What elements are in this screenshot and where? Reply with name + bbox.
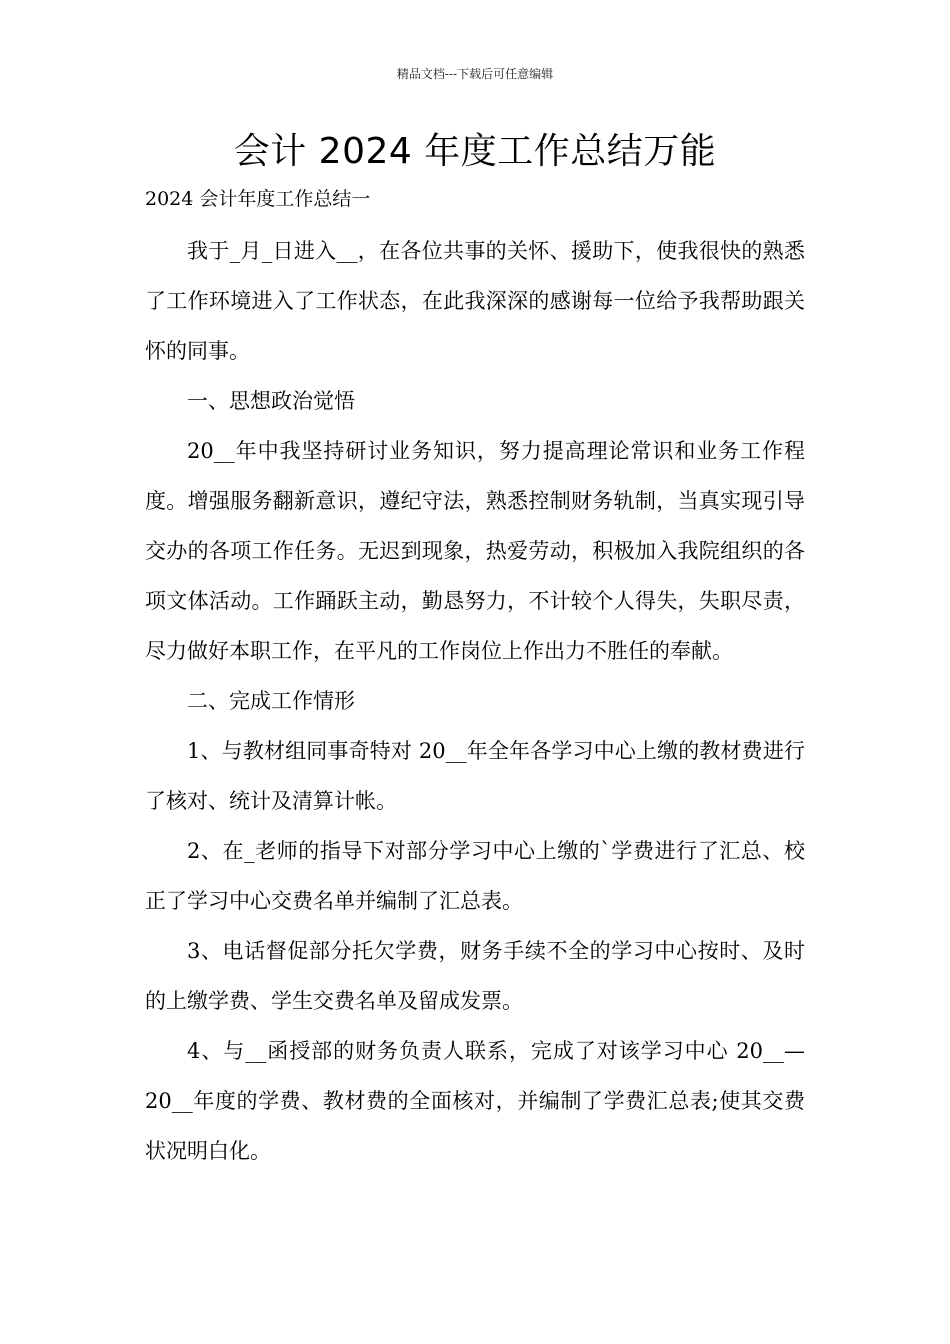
paragraph-intro: 我于_月_日进入__，在各位共事的关怀、援助下，使我很快的熟悉了工作环境进入了工作状态，在此我深深的感谢每一位给予我帮助跟关怀的同事。: [145, 239, 805, 363]
paragraph-item-1: 1、与教材组同事奇特对 20__年全年各学习中心上缴的教材费进行了核对、统计及清算计帐。: [145, 739, 805, 813]
header-note: 精品文档---下载后可任意编辑: [396, 67, 554, 81]
section-heading-political: 一、思想政治觉悟: [187, 389, 355, 413]
document-title: 会计 2024 年度工作总结万能: [233, 131, 717, 172]
paragraph-item-4: 4、与__函授部的财务负责人联系，完成了对该学习中心 20__—20__年度的学费、教材费的全面核对，并编制了学费汇总表;使其交费状况明白化。: [145, 1039, 805, 1163]
paragraph-political: 20__年中我坚持研讨业务知识，努力提高理论常识和业务工作程度。增强服务翻新意识，遵纪守法，熟悉控制财务轨制，当真实现引导交办的各项工作任务。无迟到现象，热爱劳动，积极加入我院组织的各项文体活动。工作踊跃主动，勤恳努力，不计较个人得失，失职尽责，尽力做好本职工作，在平凡的工作岗位上作出力不胜任的奉献。: [145, 439, 805, 663]
paragraph-item-2: 2、在_老师的指导下对部分学习中心上缴的`学费进行了汇总、校正了学习中心交费名单并编制了汇总表。: [145, 839, 805, 913]
section-heading-work: 二、完成工作情形: [187, 689, 355, 713]
document-body: [145, 226, 805, 1176]
paragraph-item-3: 3、电话督促部分托欠学费，财务手续不全的学习中心按时、及时的上缴学费、学生交费名单及留成发票。: [145, 939, 805, 1013]
document-subtitle: 2024 会计年度工作总结一: [145, 188, 371, 210]
